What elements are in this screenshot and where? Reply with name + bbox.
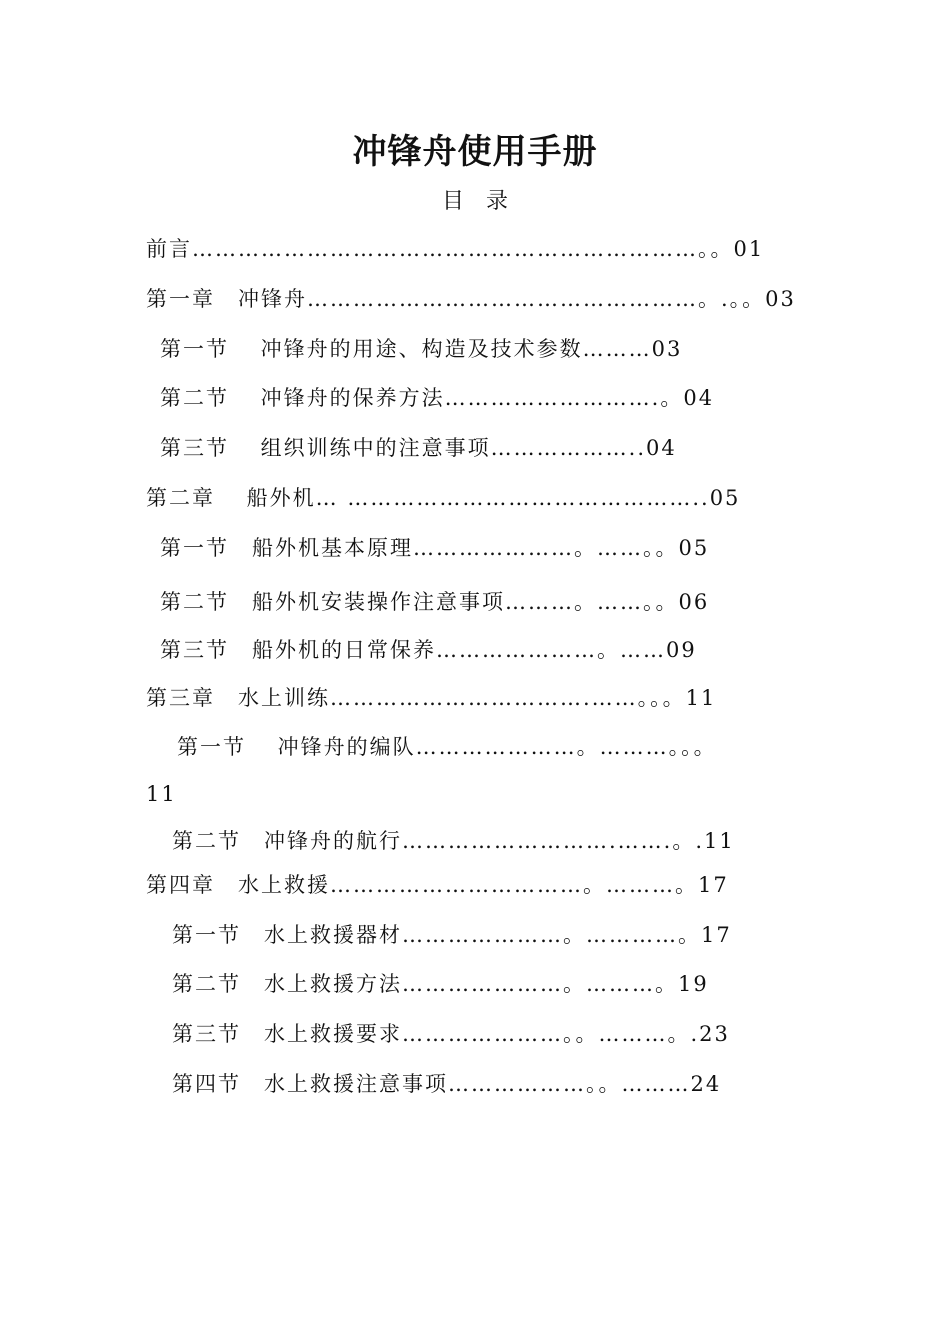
toc-entry-3-2: 第二节 冲锋舟的航行……………………….…….。.11 bbox=[172, 829, 735, 853]
toc-entry-4-1: 第一节 水上救援器材…………………。…………。17 bbox=[172, 923, 732, 947]
toc-entry-4-4: 第四节 水上救援注意事项………………。。………24 bbox=[172, 1072, 722, 1096]
toc-entry-4-3: 第三节 水上救援要求…………………。。………。.23 bbox=[172, 1022, 730, 1046]
toc-entry-2-2: 第二节 船外机安装操作注意事项………。……。。06 bbox=[160, 590, 710, 614]
toc-entry-1-2: 第二节 冲锋舟的保养方法……………………….。04 bbox=[160, 386, 715, 410]
toc-entry-2-3: 第三节 船外机的日常保养…………………。……09 bbox=[160, 638, 697, 662]
toc-entry-4-2: 第二节 水上救援方法…………………。………。19 bbox=[172, 972, 709, 996]
toc-entry-3-1-page: 11 bbox=[146, 782, 177, 806]
toc-entry-2-1: 第一节 船外机基本原理…………………。……。。05 bbox=[160, 536, 710, 560]
toc-entry-1-3: 第三节 组织训练中的注意事项………………..04 bbox=[160, 436, 677, 460]
toc-entry-chapter-3: 第三章 水上训练…………………………….……。。。11 bbox=[146, 686, 717, 710]
toc-entry-chapter-4: 第四章 水上救援……………………………。………。17 bbox=[146, 873, 729, 897]
toc-entry-preface: 前言…………………………………………………………。。01 bbox=[146, 237, 765, 261]
document-title: 冲锋舟使用手册 bbox=[352, 132, 598, 172]
toc-entry-chapter-1: 第一章 冲锋舟……………………………………………。.。。03 bbox=[146, 287, 796, 311]
toc-entry-chapter-2: 第二章 船外机… ………………………………………..05 bbox=[146, 486, 741, 510]
toc-heading: 目 录 bbox=[441, 189, 508, 214]
toc-entry-3-1: 第一节 冲锋舟的编队…………………。………。。。 bbox=[177, 735, 717, 759]
toc-entry-1-1: 第一节 冲锋舟的用途、构造及技术参数………03 bbox=[160, 337, 683, 361]
